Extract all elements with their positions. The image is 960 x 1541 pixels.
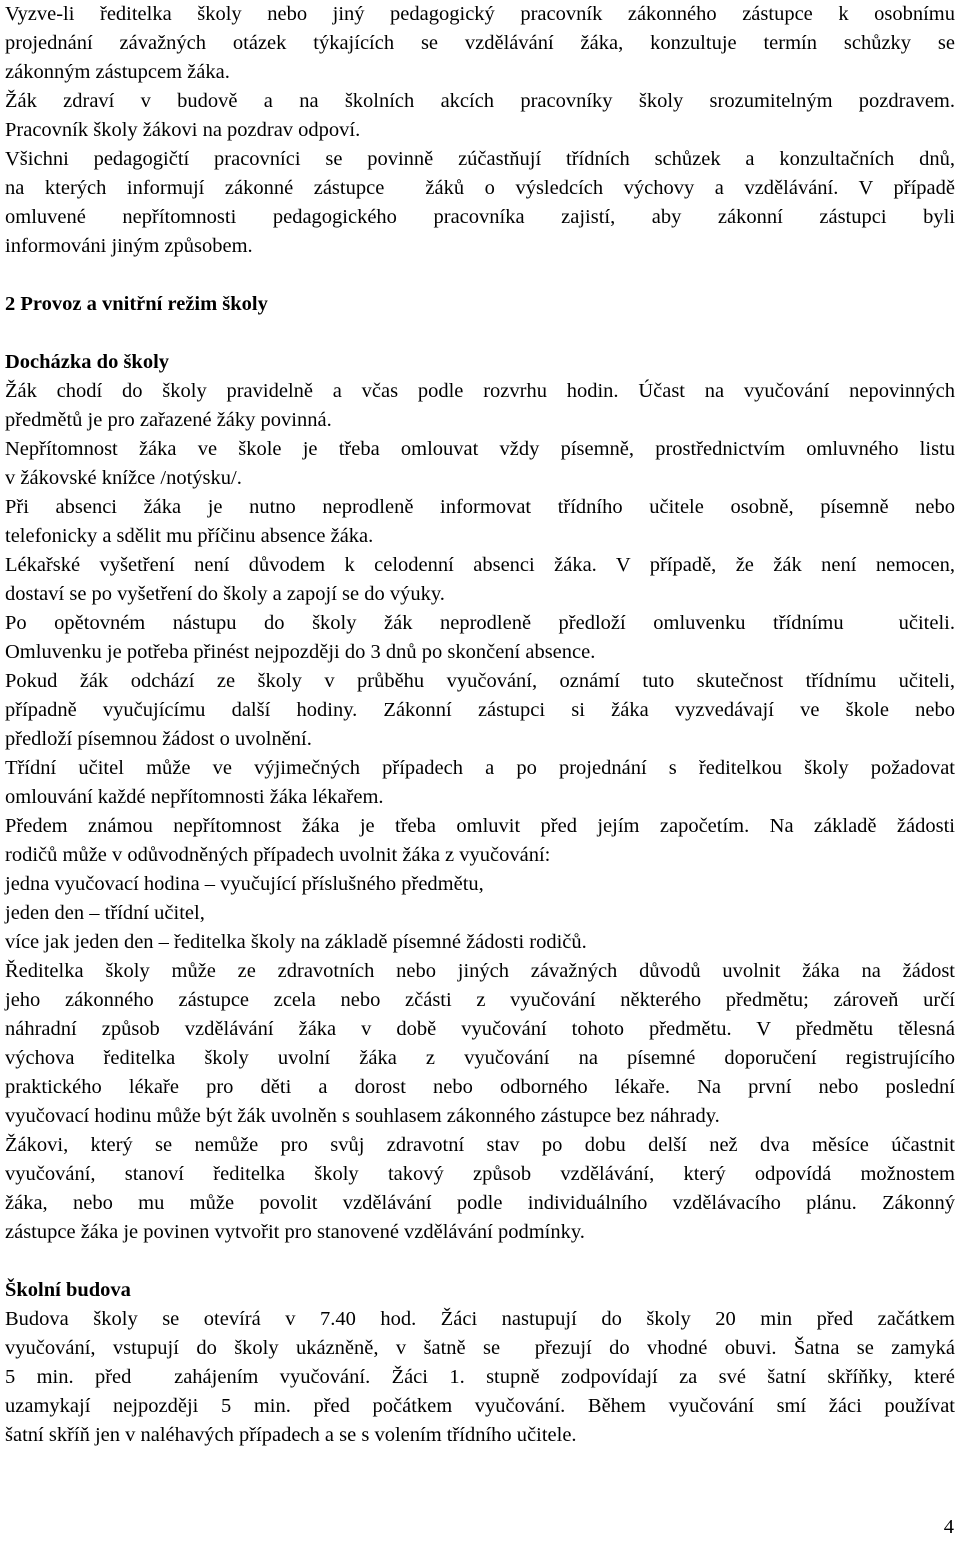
paragraph-line: výchova ředitelka školy uvolní žáka z vyučování na písemné doporučení registrujícího: [5, 1047, 955, 1069]
paragraph-line: Vyzve-li ředitelka školy nebo jiný pedagogický pracovník zákonného zástupce k osobnímu: [5, 3, 955, 25]
paragraph-line: zástupce žáka je povinen vytvořit pro stanovené vzdělávání podmínky.: [5, 1221, 585, 1243]
paragraph-line: praktického lékaře pro děti a dorost nebo odborného lékaře. Na první nebo poslední: [5, 1076, 955, 1098]
paragraph-line: náhradní způsob vzdělávání žáka v době vyučování tohoto předmětu. V předmětu tělesná: [5, 1018, 955, 1040]
paragraph-line: Žákovi, který se nemůže pro svůj zdravotní stav po dobu delší než dva měsíce účastnit: [5, 1134, 955, 1156]
paragraph-line: předloží písemnou žádost o uvolnění.: [5, 728, 312, 750]
subsection-heading: Školní budova: [5, 1279, 131, 1301]
paragraph-line: v žákovské knížce /notýsku/.: [5, 467, 242, 489]
paragraph-line: vyučování, vstupují do školy ukázněně, v šatně se přezují do vhodné obuvi. Šatna se zamyká: [5, 1337, 955, 1359]
paragraph-line: Nepřítomnost žáka ve škole je třeba omlouvat vždy písemně, prostřednictvím omluvného listu: [5, 438, 955, 460]
paragraph-line: vyučovací hodinu může být žák uvolněn s souhlasem zákonného zástupce bez náhrady.: [5, 1105, 720, 1127]
paragraph-line: omlouvání každé nepřítomnosti žáka lékařem.: [5, 786, 384, 808]
paragraph-line: projednání závažných otázek týkajících se vzdělávání žáka, konzultuje termín schůzky se: [5, 32, 955, 54]
paragraph-line: uzamykají nejpozději 5 min. před počátkem vyučování. Během vyučování smí žáci používat: [5, 1395, 955, 1417]
paragraph-line: Všichni pedagogičtí pracovníci se povinně zúčastňují třídních schůzek a konzultačních dnů,: [5, 148, 955, 170]
paragraph-line: omluvené nepřítomnosti pedagogického pracovníka zajistí, aby zákonní zástupci byli: [5, 206, 955, 228]
list-line: jedna vyučovací hodina – vyučující příslušného předmětu,: [5, 873, 484, 895]
paragraph-line: dostaví se po vyšetření do školy a zapojí se do výuky.: [5, 583, 445, 605]
section-heading: 2 Provoz a vnitřní režim školy: [5, 293, 268, 315]
paragraph-line: Budova školy se otevírá v 7.40 hod. Žáci nastupují do školy 20 min před začátkem: [5, 1308, 955, 1330]
paragraph-line: Předem známou nepřítomnost žáka je třeba omluvit před jejím započetím. Na základě žádosti: [5, 815, 955, 837]
paragraph-line: Omluvenku je potřeba přinést nejpozději do 3 dnů po skončení absence.: [5, 641, 596, 663]
paragraph-line: Ředitelka školy může ze zdravotních nebo jiných závažných důvodů uvolnit žáka na žádost: [5, 960, 955, 982]
paragraph-line: Třídní učitel může ve výjimečných případech a po projednání s ředitelkou školy požadovat: [5, 757, 955, 779]
paragraph-line: Lékařské vyšetření není důvodem k celodenní absenci žáka. V případě, že žák není nemocen,: [5, 554, 955, 576]
paragraph-line: jeho zákonného zástupce zcela nebo zčásti z vyučování některého předmětu; zároveň určí: [5, 989, 955, 1011]
paragraph-line: Pracovník školy žákovi na pozdrav odpoví.: [5, 119, 361, 141]
paragraph-line: Pokud žák odchází ze školy v průběhu vyučování, oznámí tuto skutečnost třídnímu učiteli,: [5, 670, 955, 692]
paragraph-line: Žák zdraví v budově a na školních akcích pracovníky školy srozumitelným pozdravem.: [5, 90, 955, 112]
paragraph-line: případně vyučujícímu další hodiny. Zákonní zástupci si žáka vyzvedávají ve škole nebo: [5, 699, 955, 721]
paragraph-line: Po opětovném nástupu do školy žák neprodleně předloží omluvenku třídnímu učiteli.: [5, 612, 955, 634]
paragraph-line: rodičů může v odůvodněných případech uvolnit žáka z vyučování:: [5, 844, 551, 866]
paragraph-line: informováni jiným způsobem.: [5, 235, 253, 257]
paragraph-line: Žák chodí do školy pravidelně a včas podle rozvrhu hodin. Účast na vyučování nepovinných: [5, 380, 955, 402]
paragraph-line: šatní skříň jen v naléhavých případech a se s volením třídního učitele.: [5, 1424, 577, 1446]
paragraph-line: 5 min. před zahájením vyučování. Žáci 1. stupně zodpovídají za své šatní skříňky, které: [5, 1366, 955, 1388]
paragraph-line: žáka, nebo mu může povolit vzdělávání podle individuálního vzdělávacího plánu. Zákonný: [5, 1192, 955, 1214]
paragraph-line: telefonicky a sdělit mu příčinu absence žáka.: [5, 525, 374, 547]
subsection-heading: Docházka do školy: [5, 351, 170, 373]
page-number: 4: [943, 1516, 954, 1538]
paragraph-line: na kterých informují zákonné zástupce žáků o výsledcích výchovy a vzdělávání. V případě: [5, 177, 955, 199]
list-line: více jak jeden den – ředitelka školy na základě písemné žádosti rodičů.: [5, 931, 587, 953]
paragraph-line: Při absenci žáka je nutno neprodleně informovat třídního učitele osobně, písemně nebo: [5, 496, 955, 518]
paragraph-line: zákonným zástupcem žáka.: [5, 61, 230, 83]
paragraph-line: předmětů je pro zařazené žáky povinná.: [5, 409, 332, 431]
paragraph-line: vyučování, stanoví ředitelka školy takový způsob vzdělávání, který odpovídá možnostem: [5, 1163, 955, 1185]
list-line: jeden den – třídní učitel,: [5, 902, 205, 924]
